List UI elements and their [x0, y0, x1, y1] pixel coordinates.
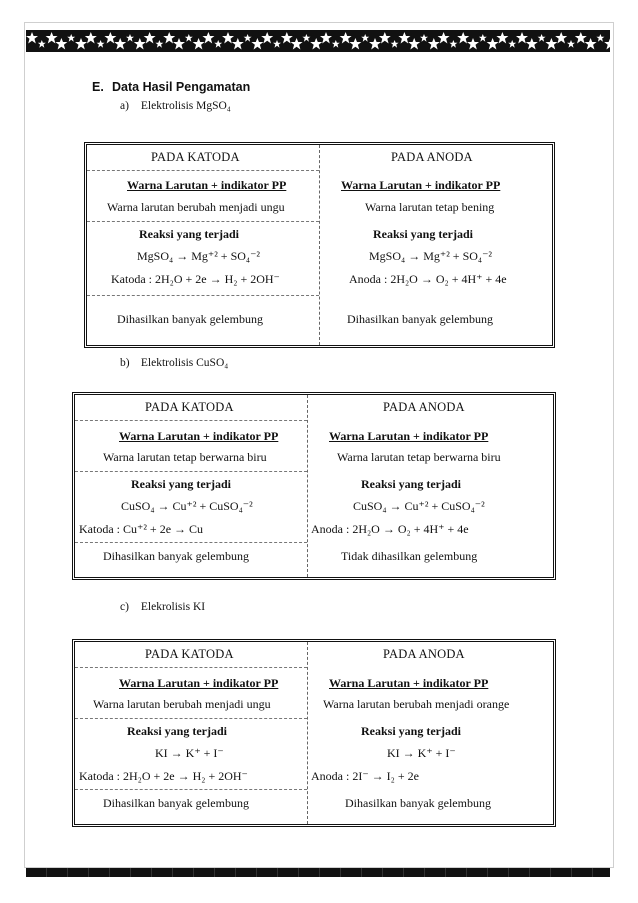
- katoda-warna: Warna larutan berubah menjadi ungu: [93, 697, 271, 711]
- anoda-reaksi-title: Reaksi yang terjadi: [373, 227, 473, 241]
- subsection-title: Elektrolisis MgSO₄: [140, 100, 231, 112]
- katoda-warna-title: Warna Larutan + indikator PP: [119, 676, 279, 690]
- anoda-reaksi-title: Reaksi yang terjadi: [361, 477, 461, 491]
- row-divider: [75, 542, 307, 543]
- anoda-warna-title: Warna Larutan + indikator PP: [341, 178, 501, 192]
- katoda-reaksi-2: Katoda : 2H₂O + 2e → H₂ + 2OH⁻: [79, 769, 248, 783]
- row-divider: [75, 718, 307, 719]
- table-ki: [72, 639, 556, 827]
- table-cuso4: [72, 392, 556, 580]
- anoda-reaksi-2: Anoda : 2H₂O → O₂ + 4H⁺ + 4e: [311, 522, 469, 536]
- column-divider: [307, 395, 308, 577]
- anoda-warna-title: Warna Larutan + indikator PP: [329, 676, 489, 690]
- section-title: Data Hasil Pengamatan: [112, 80, 251, 94]
- katoda-reaksi-2: Katoda : Cu⁺² + 2e → Cu: [79, 522, 204, 536]
- katoda-warna-title: Warna Larutan + indikator PP: [127, 178, 287, 192]
- katoda-header: PADA KATODA: [145, 647, 234, 661]
- katoda-gelembung: Dihasilkan banyak gelembung: [117, 312, 263, 326]
- anoda-warna: Warna larutan berubah menjadi orange: [323, 697, 510, 711]
- row-divider: [87, 295, 319, 296]
- katoda-header: PADA KATODA: [151, 150, 240, 164]
- row-divider: [75, 789, 307, 790]
- katoda-warna-title: Warna Larutan + indikator PP: [119, 429, 279, 443]
- katoda-reaksi-title: Reaksi yang terjadi: [127, 724, 227, 738]
- anoda-gelembung: Dihasilkan banyak gelembung: [347, 312, 493, 326]
- anoda-header: PADA ANODA: [383, 647, 465, 661]
- anoda-header: PADA ANODA: [383, 400, 465, 414]
- row-divider: [87, 170, 319, 171]
- subsection-a-title: [120, 100, 231, 112]
- subsection-label: c): [120, 601, 129, 613]
- anoda-reaksi-1: KI → K⁺ + I⁻: [387, 746, 456, 760]
- anoda-reaksi-2: Anoda : 2H₂O → O₂ + 4H⁺ + 4e: [349, 272, 507, 286]
- row-divider: [87, 221, 319, 222]
- anoda-reaksi-1: CuSO₄ → Cu⁺² + CuSO₄⁻²: [353, 499, 485, 513]
- anoda-reaksi-1: MgSO₄ → Mg⁺² + SO₄⁻²: [369, 249, 493, 263]
- anoda-warna-title: Warna Larutan + indikator PP: [329, 429, 489, 443]
- anoda-gelembung: Dihasilkan banyak gelembung: [345, 796, 491, 810]
- column-divider: [319, 145, 320, 345]
- star-border-decoration: [26, 30, 610, 52]
- anoda-warna: Warna larutan tetap berwarna biru: [337, 450, 501, 464]
- section-letter: E.: [92, 80, 104, 94]
- katoda-reaksi-2: Katoda : 2H₂O + 2e → H₂ + 2OH⁻: [111, 272, 280, 286]
- column-divider: [307, 642, 308, 824]
- subsection-title: Elekrolisis KI: [140, 601, 206, 613]
- subsection-c-title: [120, 601, 205, 613]
- katoda-warna: Warna larutan berubah menjadi ungu: [107, 200, 285, 214]
- katoda-reaksi-1: MgSO₄ → Mg⁺² + SO₄⁻²: [137, 249, 261, 263]
- star-pattern-icon: [26, 30, 610, 52]
- row-divider: [75, 420, 307, 421]
- row-divider: [75, 667, 307, 668]
- table-mgso4: [84, 142, 555, 348]
- subsection-b-title: [120, 357, 228, 369]
- katoda-reaksi-title: Reaksi yang terjadi: [139, 227, 239, 241]
- anoda-header: PADA ANODA: [391, 150, 473, 164]
- subsection-label: b): [120, 357, 130, 369]
- katoda-warna: Warna larutan tetap berwarna biru: [103, 450, 267, 464]
- anoda-reaksi-title: Reaksi yang terjadi: [361, 724, 461, 738]
- katoda-reaksi-title: Reaksi yang terjadi: [131, 477, 231, 491]
- bottom-border-decoration: [26, 868, 610, 877]
- anoda-warna: Warna larutan tetap bening: [365, 200, 495, 214]
- anoda-gelembung: Tidak dihasilkan gelembung: [341, 549, 478, 563]
- subsection-label: a): [120, 100, 129, 112]
- anoda-reaksi-2: Anoda : 2I⁻ → I₂ + 2e: [311, 769, 419, 783]
- katoda-reaksi-1: CuSO₄ → Cu⁺² + CuSO₄⁻²: [121, 499, 253, 513]
- katoda-gelembung: Dihasilkan banyak gelembung: [103, 549, 249, 563]
- katoda-header: PADA KATODA: [145, 400, 234, 414]
- row-divider: [75, 471, 307, 472]
- section-heading: [92, 80, 250, 94]
- katoda-reaksi-1: KI → K⁺ + I⁻: [155, 746, 224, 760]
- subsection-title: Elektrolisis CuSO₄: [140, 357, 229, 369]
- katoda-gelembung: Dihasilkan banyak gelembung: [103, 796, 249, 810]
